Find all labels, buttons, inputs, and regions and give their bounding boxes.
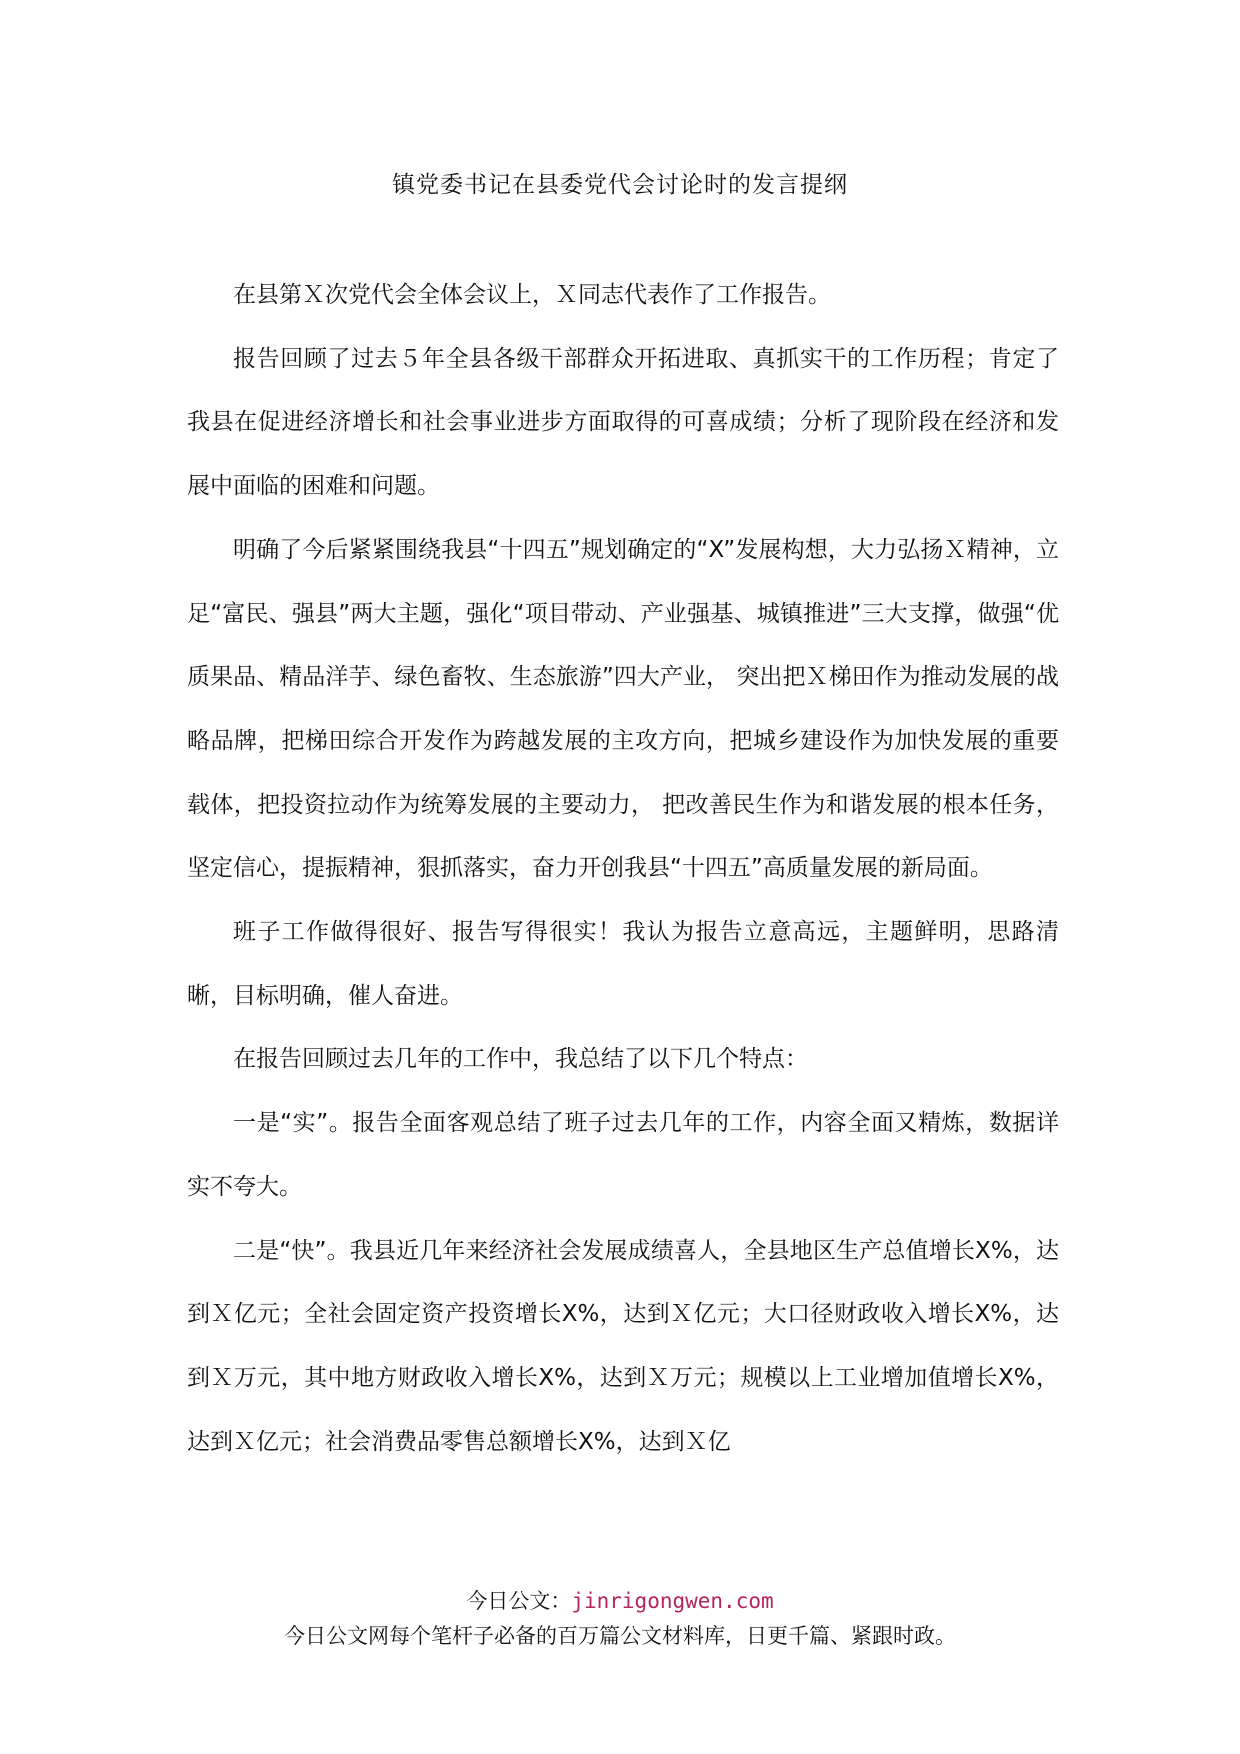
page-footer (0, 1585, 1240, 1653)
paragraph: 二是“快”。我县近几年来经济社会发展成绩喜人，全县地区生产总值增长X%，达到Ｘ亿元；全社会固定资产投资增长X%，达到Ｘ亿元；大口径财政收入增长X%，达到Ｘ万元，其中地方财政收入增长X%，达到Ｘ万元；规模以上工业增加值增长X%，达到Ｘ亿元；社会消费品零售总额增长X%，达到Ｘ亿 (187, 1237, 1059, 1455)
paragraph: 在报告回顾过去几年的工作中，我总结了以下几个特点： (233, 1046, 808, 1073)
footer-slogan: 今日公文网每个笔杆子必备的百万篇公文材料库，日更千篇、紧跟时政。 (284, 1624, 956, 1648)
paragraph: 在县第Ｘ次党代会全体会议上，Ｘ同志代表作了工作报告。 (233, 282, 831, 308)
paragraph: 明确了今后紧紧围绕我县“十四五”规划确定的“X”发展构想，大力弘扬Ｘ精神，立足“富民、强县”两大主题，强化“项目带动、产业强基、城镇推进”三大支撑，做强“优质果品、精品洋芋、绿色畜牧、生态旅游”四大产业， 突出把Ｘ梯田作为推动发展的战略品牌，把梯田综合开发作为跨越发展的主攻方向，把城乡建设作为加快发展的重要载体，把投资拉动作为统筹发展的主要动力， 把改善民生作为和谐发展的根本任务，坚定信心，提振精神，狠抓落实，奋力开创我县“十四五”高质量发展的新局面。 (187, 536, 1059, 882)
paragraph: 报告回顾了过去５年全县各级干部群众开拓进取、真抓实干的工作历程；肯定了我县在促进经济增长和社会事业进步方面取得的可喜成绩；分析了现阶段在经济和发展中面临的困难和问题。 (187, 345, 1059, 500)
paragraph: 班子工作做得很好、报告写得很实！我认为报告立意高远，主题鲜明，思路清晰，目标明确，催人奋进。 (187, 919, 1059, 1009)
footer-site-line (0, 1585, 1240, 1618)
footer-site-label: 今日公文： (466, 1589, 572, 1613)
footer-site-url[interactable]: jinrigongwen.com (571, 1589, 774, 1613)
document-title: 镇党委书记在县委党代会讨论时的发言提纲 (392, 172, 848, 198)
paragraph: 一是“实”。报告全面客观总结了班子过去几年的工作，内容全面又精炼，数据详实不夸大。 (187, 1110, 1059, 1200)
document-body (187, 264, 1059, 1474)
